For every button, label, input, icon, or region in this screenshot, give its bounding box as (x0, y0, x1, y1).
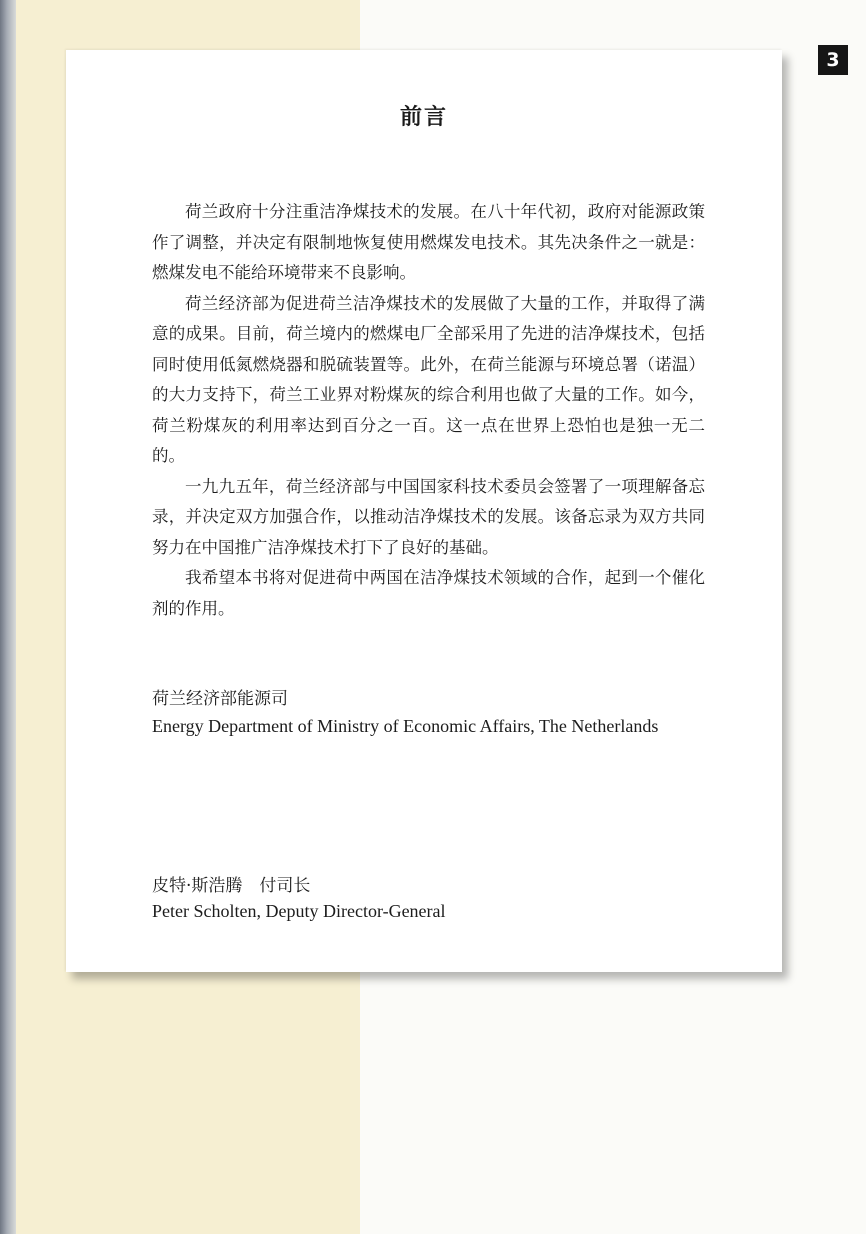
paragraph-3: 一九九五年，荷兰经济部与中国国家科技术委员会签署了一项理解备忘录，并决定双方加强合作，以推动洁净煤技术的发展。该备忘录为双方共同努力在中国推广洁净煤技术打下了良好的基础。 (152, 476, 705, 557)
paragraph-2: 荷兰经济部为促进荷兰洁净煤技术的发展做了大量的工作，并取得了满意的成果。目前，荷兰境内的燃煤电厂全部采用了先进的洁净煤技术，包括同时使用低氮燃烧器和脱硫装置等。此外，在荷兰能源与环境总署（诺温）的大力支持下，荷兰工业界对粉煤灰的综合利用也做了大量的工作。如今，荷兰粉煤灰的利用率达到百分之一百。这一点在世界上恐怕也是独一无二的。 (152, 293, 705, 465)
page-number-badge: 3 (818, 45, 848, 75)
book-spine-edge (0, 0, 16, 1234)
organization-name-cn: 荷兰经济部能源司 (152, 689, 288, 709)
paragraph-4: 我希望本书将对促进荷中两国在洁净煤技术领域的合作，起到一个催化剂的作用。 (152, 568, 705, 618)
signatory-name-en: Peter Scholten, Deputy Director-General (152, 901, 446, 921)
page-title: 前言 (399, 104, 448, 130)
signatory-name-cn: 皮特·斯浩腾 付司长 (152, 876, 311, 896)
organization-name-en: Energy Department of Ministry of Economic Affairs, The Netherlands (152, 716, 659, 736)
preface-body (152, 197, 705, 624)
paragraph-1: 荷兰政府十分注重洁净煤技术的发展。在八十年代初，政府对能源政策作了调整，并决定有限制地恢复使用燃煤发电技术。其先决条件之一就是：燃煤发电不能给环境带来不良影响。 (152, 202, 705, 282)
